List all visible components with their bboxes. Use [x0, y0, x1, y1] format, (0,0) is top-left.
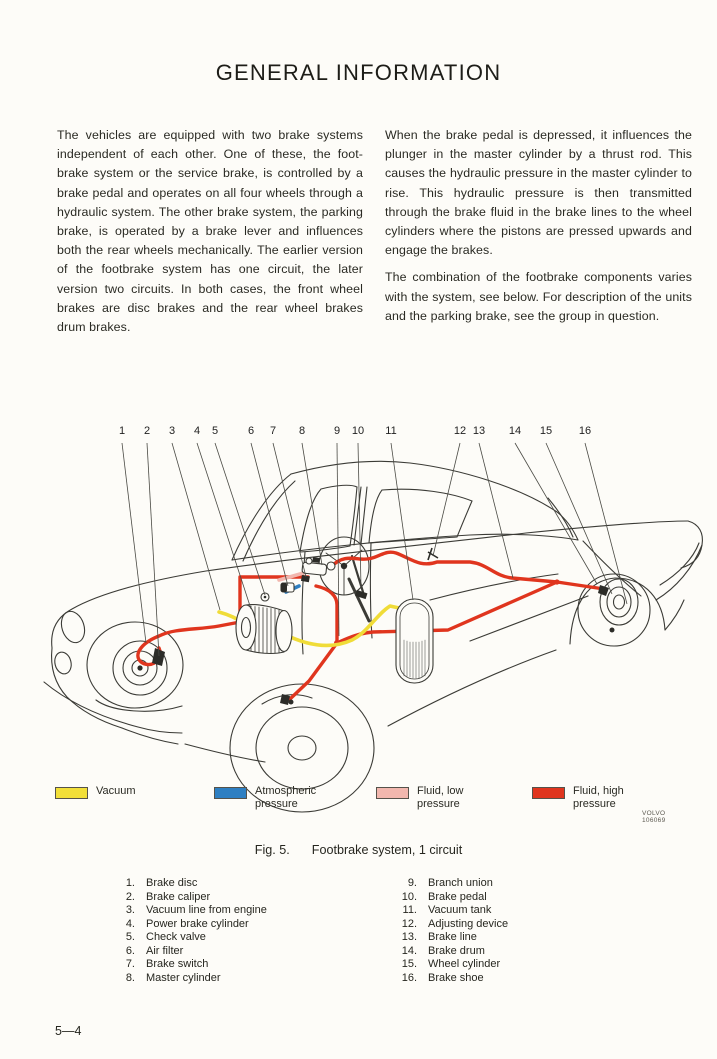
part-number: 6. — [125, 944, 135, 957]
paragraph: When the brake pedal is depressed, it influences the plunger in the master cylinder by a thrust rod. This causes the hydraulic pressure in the master cylinder to rise. This hydraulic pressure is then transmitted through the brake fluid in the brake lines to the wheel cylinders where the pistons are pressed upwards and engage the brakes. — [385, 128, 692, 258]
callout-number: 16 — [578, 425, 592, 437]
figure-caption-text: Footbrake system, 1 circuit — [311, 843, 463, 857]
callout-number: 4 — [193, 425, 201, 437]
legend-item-fluid-high-pressure — [532, 785, 645, 811]
callout-number: 11 — [385, 425, 397, 437]
page-title: GENERAL INFORMATION — [215, 60, 502, 85]
part-number: 3. — [125, 904, 135, 916]
callout-number: 1 — [118, 425, 126, 437]
part-label: Master cylinder — [146, 971, 221, 984]
vacuum-color-swatch — [55, 787, 88, 799]
paragraph: The vehicles are equipped with two brake systems independent of each other. One of these, the foot-brake system or the service brake, is controlled by a brake pedal and operates on all four wheels through a hydraulic system. The other brake system, the parking brake, is operated by a brake lever and influences both the rear wheels mechanically. The earlier version of the footbrake system has one circuit, the later version two circuits. In both cases, the front wheel brakes are disc brakes and the rear wheel brakes drum brakes. — [57, 128, 363, 335]
part-row — [108, 904, 267, 918]
legend-item-atmospheric-pressure — [214, 785, 327, 811]
part-row — [108, 877, 267, 891]
part-label: Vacuum line from engine — [146, 904, 267, 916]
footbrake-system-figure — [0, 420, 717, 840]
part-row — [390, 918, 508, 932]
part-row — [390, 945, 508, 959]
part-row — [390, 877, 508, 891]
rear-wheel-cylinder-detail — [289, 700, 294, 705]
callout-number: 14 — [508, 425, 522, 437]
text-column-left — [57, 126, 363, 345]
part-number: 9. — [407, 877, 417, 889]
part-number: 1. — [125, 877, 135, 889]
part-row — [390, 904, 508, 918]
vacuum-tank — [396, 599, 433, 683]
figure-legend — [0, 785, 717, 825]
callout-number: 2 — [143, 425, 151, 437]
legend-label: Fluid, high pressure — [573, 785, 624, 810]
part-label: Brake line — [428, 931, 477, 943]
part-row — [108, 931, 267, 945]
parts-list-left — [108, 877, 267, 985]
figure-credit — [642, 810, 666, 824]
fluid-low-color-swatch — [376, 787, 409, 799]
part-number: 11. — [402, 904, 417, 916]
part-label: Vacuum tank — [428, 904, 492, 916]
part-label: Branch union — [428, 877, 493, 889]
part-number: 13. — [401, 931, 417, 943]
callout-number: 9 — [333, 425, 341, 437]
part-label: Brake pedal — [428, 890, 487, 903]
part-number: 4. — [125, 917, 135, 930]
part-row — [108, 891, 267, 905]
part-label: Air filter — [146, 944, 184, 957]
callout-number: 10 — [351, 425, 365, 437]
part-row — [390, 972, 508, 986]
part-number: 16. — [401, 971, 417, 984]
part-row — [390, 891, 508, 905]
part-number: 12. — [401, 917, 417, 930]
part-label: Brake caliper — [146, 890, 211, 903]
credit-brand: VOLVO — [642, 810, 666, 817]
car-brake-diagram-drawing — [0, 420, 717, 840]
parts-list-right — [390, 877, 508, 985]
callout-number: 12 — [453, 425, 467, 437]
part-label: Brake shoe — [428, 971, 484, 984]
part-label: Brake disc — [146, 877, 198, 889]
page-number: 5—4 — [55, 1024, 82, 1038]
part-label: Adjusting device — [428, 917, 509, 930]
credit-number: 106069 — [642, 817, 666, 824]
legend-label: Vacuum — [96, 785, 136, 797]
legend-label: Atmospheric pressure — [255, 785, 317, 810]
part-number: 8. — [125, 971, 135, 984]
atmospheric-color-swatch — [214, 787, 247, 799]
part-label: Brake drum — [428, 944, 485, 957]
part-number: 5. — [125, 931, 135, 943]
callout-number: 13 — [472, 425, 486, 437]
text-column-right — [385, 126, 692, 334]
part-number: 7. — [125, 958, 135, 970]
part-row — [108, 918, 267, 932]
legend-label: Fluid, low pressure — [417, 785, 464, 810]
part-row — [390, 958, 508, 972]
legend-item-vacuum — [55, 785, 168, 799]
part-row — [108, 945, 267, 959]
figure-caption-label: Fig. 5. — [254, 843, 290, 857]
master-cylinder — [302, 562, 327, 575]
part-label: Brake switch — [146, 958, 209, 970]
callout-number: 6 — [247, 425, 255, 437]
part-label: Wheel cylinder — [428, 958, 501, 970]
part-row — [390, 931, 508, 945]
legend-item-fluid-low-pressure — [376, 785, 489, 811]
part-label: Check valve — [146, 931, 206, 943]
callout-number: 5 — [211, 425, 219, 437]
paragraph: The combination of the footbrake components varies with the system, see below. For description of the units and the parking brake, see the group in question. — [385, 270, 692, 323]
callout-number: 7 — [269, 425, 277, 437]
part-row — [108, 972, 267, 986]
adjusting-device-detail — [428, 548, 438, 560]
fluid-high-color-swatch — [532, 787, 565, 799]
part-number: 14. — [401, 944, 417, 957]
callout-number: 3 — [168, 425, 176, 437]
figure-caption — [0, 843, 717, 857]
part-row — [108, 958, 267, 972]
part-number: 15. — [401, 958, 417, 970]
part-number: 10. — [401, 890, 417, 903]
part-number: 2. — [125, 890, 135, 903]
part-label: Power brake cylinder — [146, 917, 249, 930]
callout-number: 15 — [539, 425, 553, 437]
callout-number: 8 — [298, 425, 306, 437]
